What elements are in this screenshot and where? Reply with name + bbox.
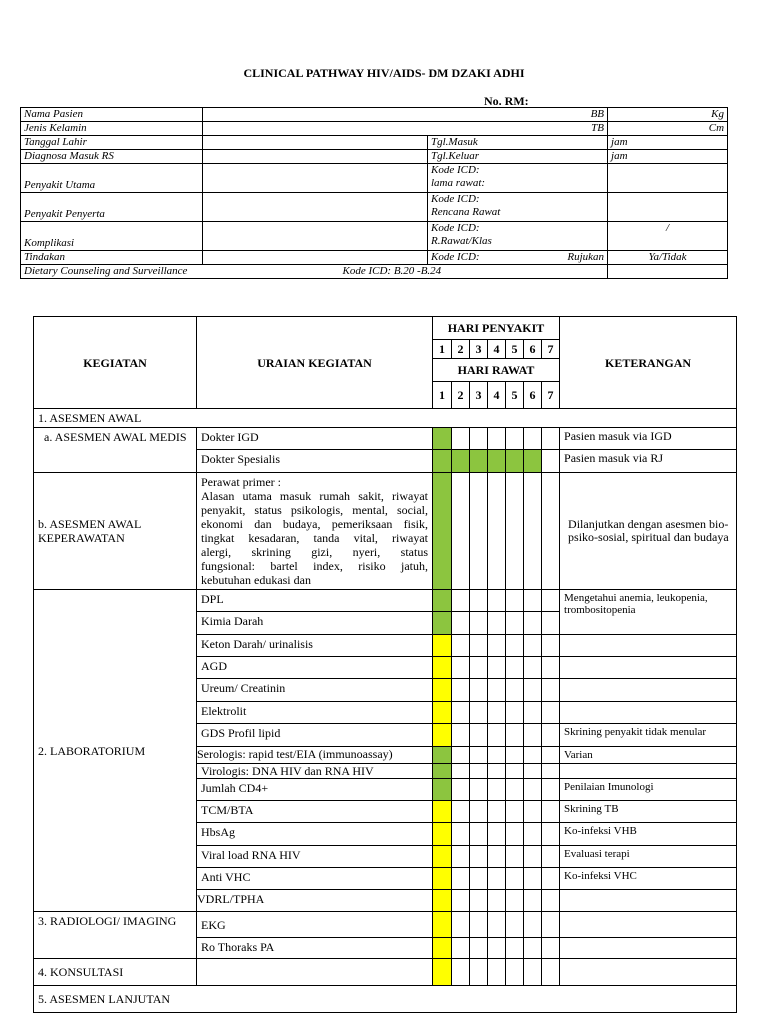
item-ekg: EKG	[197, 912, 433, 938]
lab-12-day-1	[433, 846, 452, 868]
field-dietary[interactable]	[608, 265, 728, 279]
lab-4-day-5	[506, 679, 524, 702]
dokter-igd-day-1	[433, 428, 452, 450]
ekg-day-3	[470, 912, 488, 938]
lab-note: Ko-infeksi VHC	[560, 868, 737, 890]
dokter-spesialis-day-1	[433, 450, 452, 473]
perawat-line: Perawat primer :	[201, 475, 281, 489]
hari-rawat-num-5: 5	[506, 382, 524, 409]
label-diagnosa: Diagnosa Masuk RS	[21, 150, 203, 164]
lab-note	[560, 635, 737, 657]
lab-14-day-6	[524, 890, 542, 912]
lab-item: Keton Darah/ urinalisis	[197, 635, 433, 657]
lab-note	[560, 679, 737, 702]
note-dokter-spesialis: Pasien masuk via RJ	[560, 450, 737, 473]
note-ekg	[560, 912, 737, 938]
perawat-day-5	[506, 473, 524, 590]
lab-12-day-4	[488, 846, 506, 868]
lab-1-day-4	[488, 612, 506, 635]
col-kegiatan: KEGIATAN	[34, 317, 197, 409]
lab-4-day-2	[452, 679, 470, 702]
lab-8-day-4	[488, 764, 506, 779]
lab-0-day-6	[524, 590, 542, 612]
label-cm: Cm	[608, 122, 728, 136]
label-jam-keluar: jam	[608, 150, 728, 164]
lab-4-day-7	[542, 679, 560, 702]
hari-penyakit-num-1: 1	[433, 340, 452, 359]
ro-thoraks-day-6	[524, 938, 542, 959]
lab-9-day-7	[542, 779, 560, 801]
ro-thoraks-day-1	[433, 938, 452, 959]
lab-8-day-3	[470, 764, 488, 779]
label-tb: TB	[203, 122, 608, 136]
col-uraian: URAIAN KEGIATAN	[197, 317, 433, 409]
lab-2-day-6	[524, 635, 542, 657]
field-diagnosa[interactable]	[203, 150, 428, 164]
patient-info-form	[20, 107, 728, 279]
section-asesmen-lanjutan: 5. ASESMEN LANJUTAN	[34, 986, 737, 1013]
label-kode-icd-3: Kode ICD:	[431, 222, 480, 234]
lab-note: Mengetahui anemia, leukopenia, trombositopenia	[560, 590, 737, 635]
perawat-line: ekonomi dan budaya, pemeriksaan fisik,	[201, 517, 428, 531]
lab-12-day-7	[542, 846, 560, 868]
hari-penyakit-num-5: 5	[506, 340, 524, 359]
lab-9-day-6	[524, 779, 542, 801]
lab-0-day-7	[542, 590, 560, 612]
lab-note: Penilaian Imunologi	[560, 779, 737, 801]
lab-item: Kimia Darah	[197, 612, 433, 635]
label-kode-icd-2: Kode ICD:	[431, 193, 480, 205]
lab-3-day-6	[524, 657, 542, 679]
lab-9-day-1	[433, 779, 452, 801]
clinical-pathway-table	[33, 316, 737, 1013]
lab-12-day-2	[452, 846, 470, 868]
hari-penyakit-num-2: 2	[452, 340, 470, 359]
lab-7-day-4	[488, 747, 506, 764]
no-rm-label: No. RM:	[484, 94, 529, 108]
lab-10-day-4	[488, 801, 506, 823]
lab-10-day-2	[452, 801, 470, 823]
lab-13-day-4	[488, 868, 506, 890]
lab-7-day-3	[470, 747, 488, 764]
lab-6-day-3	[470, 724, 488, 747]
hari-rawat-header: HARI RAWAT	[433, 359, 560, 382]
field-rencana-rawat[interactable]	[608, 193, 728, 222]
perawat-day-4	[488, 473, 506, 590]
section-laboratorium: 2. LABORATORIUM	[34, 590, 197, 912]
lab-3-day-7	[542, 657, 560, 679]
lab-1-day-7	[542, 612, 560, 635]
lab-5-day-5	[506, 702, 524, 724]
label-kg: Kg	[608, 108, 728, 122]
lab-8-day-5	[506, 764, 524, 779]
label-dietary: Dietary Counseling and Surveillance	[24, 265, 188, 277]
perawat-line: Alasan utama masuk rumah sakit, riwayat	[201, 489, 428, 503]
hari-penyakit-num-7: 7	[542, 340, 560, 359]
hari-rawat-num-4: 4	[488, 382, 506, 409]
lab-10-day-1	[433, 801, 452, 823]
lab-6-day-5	[506, 724, 524, 747]
lab-item: Viral load RNA HIV	[197, 846, 433, 868]
lab-note	[560, 702, 737, 724]
note-ro-thoraks	[560, 938, 737, 959]
ekg-day-6	[524, 912, 542, 938]
ro-thoraks-day-4	[488, 938, 506, 959]
perawat-day-2	[452, 473, 470, 590]
lab-3-day-3	[470, 657, 488, 679]
konsultasi-day-5	[506, 959, 524, 986]
lab-note: Skrining penyakit tidak menular	[560, 724, 737, 747]
field-penyakit-utama[interactable]	[203, 164, 428, 193]
ro-thoraks-day-3	[470, 938, 488, 959]
lab-2-day-3	[470, 635, 488, 657]
perawat-line: penyakit, status psikologis, mental, social,	[201, 503, 428, 517]
lab-6-day-7	[542, 724, 560, 747]
section-asesmen-awal: 1. ASESMEN AWAL	[34, 409, 737, 428]
lab-6-day-2	[452, 724, 470, 747]
note-keperawatan: Dilanjutkan dengan asesmen bio-psiko-sosial, spiritual dan budaya	[560, 473, 737, 590]
lab-5-day-7	[542, 702, 560, 724]
lab-6-day-1	[433, 724, 452, 747]
lab-5-day-6	[524, 702, 542, 724]
lab-10-day-5	[506, 801, 524, 823]
lab-item: Serologis: rapid test/EIA (immunoassay)	[197, 747, 433, 764]
label-jenis-kelamin: Jenis Kelamin	[21, 122, 203, 136]
lab-item: DPL	[197, 590, 433, 612]
label-radiologi: 3. RADIOLOGI/ IMAGING	[34, 912, 197, 959]
lab-note	[560, 764, 737, 779]
lab-12-day-6	[524, 846, 542, 868]
dokter-spesialis-day-5	[506, 450, 524, 473]
lab-11-day-1	[433, 823, 452, 846]
lab-11-day-3	[470, 823, 488, 846]
hari-penyakit-num-4: 4	[488, 340, 506, 359]
ekg-day-7	[542, 912, 560, 938]
lab-9-day-4	[488, 779, 506, 801]
lab-item: AGD	[197, 657, 433, 679]
perawat-line: tingkat kesadaran, tanda vital, riwayat	[201, 531, 428, 545]
lab-note	[560, 657, 737, 679]
konsultasi-day-7	[542, 959, 560, 986]
lab-14-day-4	[488, 890, 506, 912]
item-ro-thoraks: Ro Thoraks PA	[197, 938, 433, 959]
lab-13-day-1	[433, 868, 452, 890]
lab-9-day-3	[470, 779, 488, 801]
lab-10-day-6	[524, 801, 542, 823]
label-asesmen-keperawatan: b. ASESMEN AWAL KEPERAWATAN	[34, 473, 197, 590]
label-kode-icd-1: Kode ICD:	[431, 164, 480, 176]
lab-note	[560, 890, 737, 912]
label-ya-tidak: Ya/Tidak	[608, 251, 728, 265]
hari-rawat-num-6: 6	[524, 382, 542, 409]
label-tindakan: Tindakan	[21, 251, 203, 265]
lab-4-day-4	[488, 679, 506, 702]
ekg-day-2	[452, 912, 470, 938]
lab-item: GDS Profil lipid	[197, 724, 433, 747]
hari-penyakit-header: HARI PENYAKIT	[433, 317, 560, 340]
lab-item: VDRL/TPHA	[197, 890, 433, 912]
konsultasi-day-4	[488, 959, 506, 986]
hari-penyakit-num-3: 3	[470, 340, 488, 359]
lab-item: Virologis: DNA HIV dan RNA HIV	[197, 764, 433, 779]
lab-4-day-1	[433, 679, 452, 702]
perawat-line: kebutuhan edukasi dan	[201, 573, 311, 587]
lab-7-day-7	[542, 747, 560, 764]
lab-10-day-3	[470, 801, 488, 823]
label-rujukan: Rujukan	[567, 251, 605, 263]
lab-8-day-1	[433, 764, 452, 779]
lab-11-day-6	[524, 823, 542, 846]
dokter-spesialis-day-2	[452, 450, 470, 473]
label-rawat-klas: R.Rawat/Klas	[431, 235, 492, 247]
icd-rencana-rawat	[428, 193, 608, 222]
lab-13-day-2	[452, 868, 470, 890]
hari-penyakit-num-6: 6	[524, 340, 542, 359]
label-kode-icd-4: Kode ICD:	[431, 251, 480, 263]
ekg-day-1	[433, 912, 452, 938]
ro-thoraks-day-5	[506, 938, 524, 959]
lab-11-day-5	[506, 823, 524, 846]
lab-14-day-5	[506, 890, 524, 912]
lab-14-day-3	[470, 890, 488, 912]
dokter-igd-day-3	[470, 428, 488, 450]
label-slash: /	[608, 222, 728, 251]
lab-0-day-3	[470, 590, 488, 612]
perawat-line: fungsional: bartel index, risiko jatuh,	[201, 559, 428, 573]
lab-4-day-3	[470, 679, 488, 702]
label-rencana-rawat: Rencana Rawat	[431, 206, 501, 218]
lab-1-day-5	[506, 612, 524, 635]
lab-14-day-2	[452, 890, 470, 912]
lab-item: Anti VHC	[197, 868, 433, 890]
dokter-spesialis-day-6	[524, 450, 542, 473]
label-dietary-icd: Kode ICD: B.20 -B.24	[342, 265, 442, 277]
lab-10-day-7	[542, 801, 560, 823]
dokter-igd-day-4	[488, 428, 506, 450]
lab-1-day-6	[524, 612, 542, 635]
lab-7-day-2	[452, 747, 470, 764]
icd-rujukan	[428, 251, 608, 265]
lab-3-day-4	[488, 657, 506, 679]
lab-14-day-7	[542, 890, 560, 912]
lab-7-day-5	[506, 747, 524, 764]
dokter-igd-day-7	[542, 428, 560, 450]
field-tanggal-lahir[interactable]	[203, 136, 428, 150]
lab-2-day-5	[506, 635, 524, 657]
lab-8-day-6	[524, 764, 542, 779]
lab-3-day-5	[506, 657, 524, 679]
hari-rawat-num-3: 3	[470, 382, 488, 409]
lab-5-day-2	[452, 702, 470, 724]
lab-4-day-6	[524, 679, 542, 702]
lab-0-day-2	[452, 590, 470, 612]
ekg-day-5	[506, 912, 524, 938]
section-konsultasi: 4. KONSULTASI	[34, 959, 197, 986]
lab-12-day-3	[470, 846, 488, 868]
lab-item: Ureum/ Creatinin	[197, 679, 433, 702]
dietary-row	[21, 265, 608, 279]
hari-rawat-num-2: 2	[452, 382, 470, 409]
lab-12-day-5	[506, 846, 524, 868]
lab-1-day-3	[470, 612, 488, 635]
lab-2-day-2	[452, 635, 470, 657]
label-bb: BB	[203, 108, 608, 122]
lab-3-day-2	[452, 657, 470, 679]
dokter-igd-day-2	[452, 428, 470, 450]
lab-7-day-6	[524, 747, 542, 764]
hari-rawat-num-7: 7	[542, 382, 560, 409]
lab-0-day-1	[433, 590, 452, 612]
perawat-day-3	[470, 473, 488, 590]
lab-item: Jumlah CD4+	[197, 779, 433, 801]
lab-14-day-1	[433, 890, 452, 912]
perawat-day-6	[524, 473, 542, 590]
label-penyakit-penyerta: Penyakit Penyerta	[21, 193, 203, 222]
lab-5-day-3	[470, 702, 488, 724]
konsultasi-day-6	[524, 959, 542, 986]
lab-5-day-4	[488, 702, 506, 724]
lab-11-day-4	[488, 823, 506, 846]
lab-13-day-5	[506, 868, 524, 890]
field-penyakit-penyerta[interactable]	[203, 193, 428, 222]
label-tgl-keluar: Tgl.Keluar	[428, 150, 608, 164]
lab-5-day-1	[433, 702, 452, 724]
col-keterangan: KETERANGAN	[560, 317, 737, 409]
lab-11-day-2	[452, 823, 470, 846]
konsultasi-day-1	[433, 959, 452, 986]
label-jam-masuk: jam	[608, 136, 728, 150]
lab-9-day-5	[506, 779, 524, 801]
note-dokter-igd: Pasien masuk via IGD	[560, 428, 737, 450]
lab-7-day-1	[433, 747, 452, 764]
label-penyakit-utama: Penyakit Utama	[21, 164, 203, 193]
label-tgl-masuk: Tgl.Masuk	[428, 136, 608, 150]
perawat-day-1	[433, 473, 452, 590]
item-perawat-primer	[197, 473, 433, 590]
lab-1-day-2	[452, 612, 470, 635]
label-nama-pasien: Nama Pasien	[21, 108, 203, 122]
perawat-line: alergi, skrining gizi, nyeri, status	[201, 545, 428, 559]
lab-8-day-7	[542, 764, 560, 779]
lab-note: Evaluasi terapi	[560, 846, 737, 868]
icd-rawat-klas	[428, 222, 608, 251]
ro-thoraks-day-2	[452, 938, 470, 959]
label-komplikasi: Komplikasi	[21, 222, 203, 251]
lab-2-day-4	[488, 635, 506, 657]
document-title: CLINICAL PATHWAY HIV/AIDS- DM DZAKI ADHI	[243, 66, 525, 80]
hari-rawat-num-1: 1	[433, 382, 452, 409]
item-dokter-spesialis: Dokter Spesialis	[197, 450, 433, 473]
lab-13-day-3	[470, 868, 488, 890]
lab-note: Skrining TB	[560, 801, 737, 823]
lab-2-day-7	[542, 635, 560, 657]
dokter-spesialis-day-7	[542, 450, 560, 473]
konsultasi-day-3	[470, 959, 488, 986]
lab-item: TCM/BTA	[197, 801, 433, 823]
lab-0-day-5	[506, 590, 524, 612]
ro-thoraks-day-7	[542, 938, 560, 959]
konsultasi-day-2	[452, 959, 470, 986]
lab-item: Elektrolit	[197, 702, 433, 724]
dokter-igd-day-5	[506, 428, 524, 450]
lab-8-day-2	[452, 764, 470, 779]
field-lama-rawat[interactable]	[608, 164, 728, 193]
lab-note: Ko-infeksi VHB	[560, 823, 737, 846]
dokter-spesialis-day-3	[470, 450, 488, 473]
ekg-day-4	[488, 912, 506, 938]
label-lama-rawat: lama rawat:	[431, 177, 486, 189]
lab-13-day-7	[542, 868, 560, 890]
lab-0-day-4	[488, 590, 506, 612]
dokter-spesialis-day-4	[488, 450, 506, 473]
lab-note: Varian	[560, 747, 737, 764]
icd-lama-rawat	[428, 164, 608, 193]
item-dokter-igd: Dokter IGD	[197, 428, 433, 450]
lab-9-day-2	[452, 779, 470, 801]
lab-2-day-1	[433, 635, 452, 657]
lab-13-day-6	[524, 868, 542, 890]
lab-1-day-1	[433, 612, 452, 635]
lab-item: HbsAg	[197, 823, 433, 846]
note-konsultasi	[560, 959, 737, 986]
field-tindakan[interactable]	[203, 251, 428, 265]
lab-6-day-4	[488, 724, 506, 747]
label-asesmen-medis: a. ASESMEN AWAL MEDIS	[34, 428, 197, 473]
field-komplikasi[interactable]	[203, 222, 428, 251]
lab-11-day-7	[542, 823, 560, 846]
perawat-day-7	[542, 473, 560, 590]
dokter-igd-day-6	[524, 428, 542, 450]
lab-3-day-1	[433, 657, 452, 679]
label-tanggal-lahir: Tanggal Lahir	[21, 136, 203, 150]
item-konsultasi	[197, 959, 433, 986]
lab-6-day-6	[524, 724, 542, 747]
